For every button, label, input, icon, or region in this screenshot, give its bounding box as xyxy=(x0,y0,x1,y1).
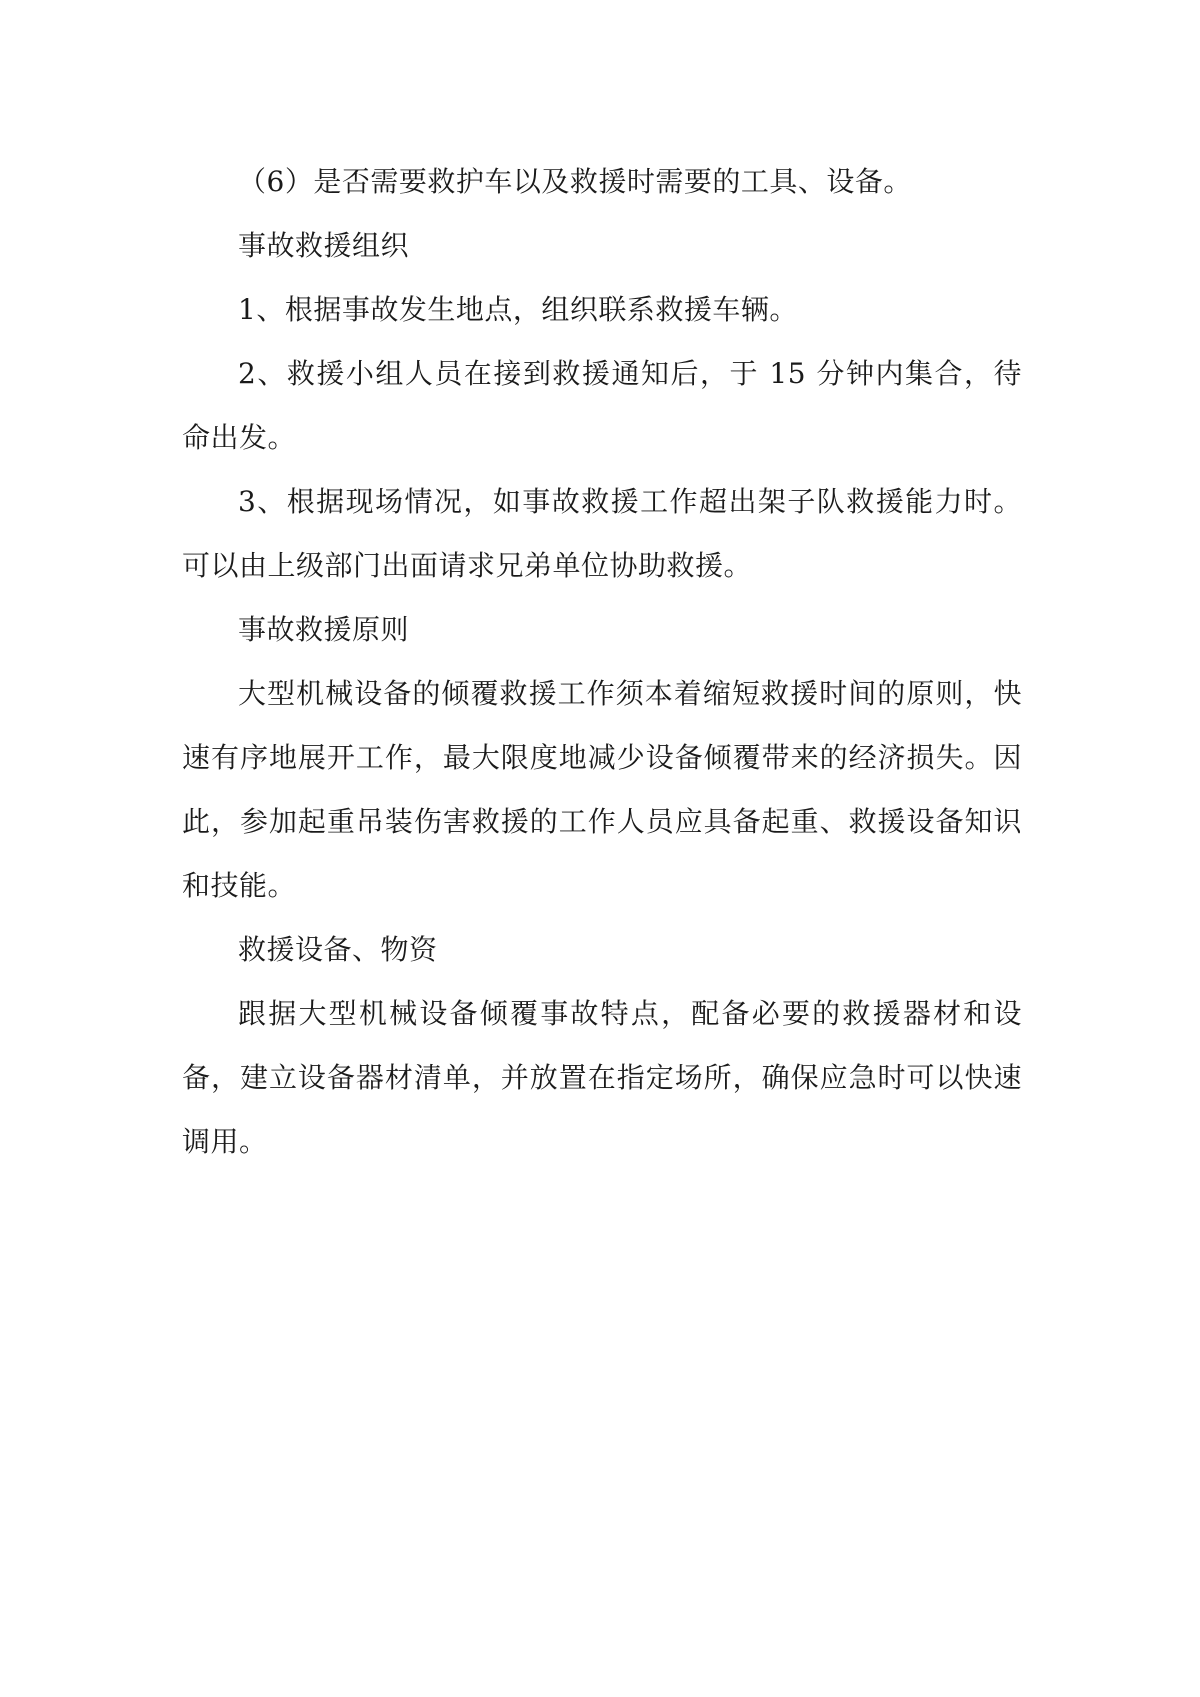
paragraph-principles: 大型机械设备的倾覆救援工作须本着缩短救援时间的原则，快速有序地展开工作，最大限度地减少设备倾覆带来的经济损失。因此，参加起重吊装伤害救援的工作人员应具备起重、救援设备知识和技能。 xyxy=(182,677,1022,902)
paragraph-equipment: 跟据大型机械设备倾覆事故特点，配备必要的救援器材和设备，建立设备器材清单，并放置在指定场所，确保应急时可以快速调用。 xyxy=(182,997,1022,1158)
heading-rescue-organization: 事故救援组织 xyxy=(238,229,410,262)
paragraph-request-assistance: 3、根据现场情况，如事故救援工作超出架子队救援能力时。可以由上级部门出面请求兄弟单位协助救援。 xyxy=(182,485,1022,582)
heading-rescue-principles: 事故救援原则 xyxy=(238,613,410,646)
paragraph-ambulance-tools: （6）是否需要救护车以及救援时需要的工具、设备。 xyxy=(238,165,912,198)
paragraph-organize-vehicles: 1、根据事故发生地点，组织联系救援车辆。 xyxy=(238,293,798,326)
paragraph-team-assembly: 2、救援小组人员在接到救援通知后，于 15 分钟内集合，待命出发。 xyxy=(182,357,1022,454)
heading-rescue-equipment: 救援设备、物资 xyxy=(238,933,438,966)
document-body xyxy=(182,150,1022,1174)
